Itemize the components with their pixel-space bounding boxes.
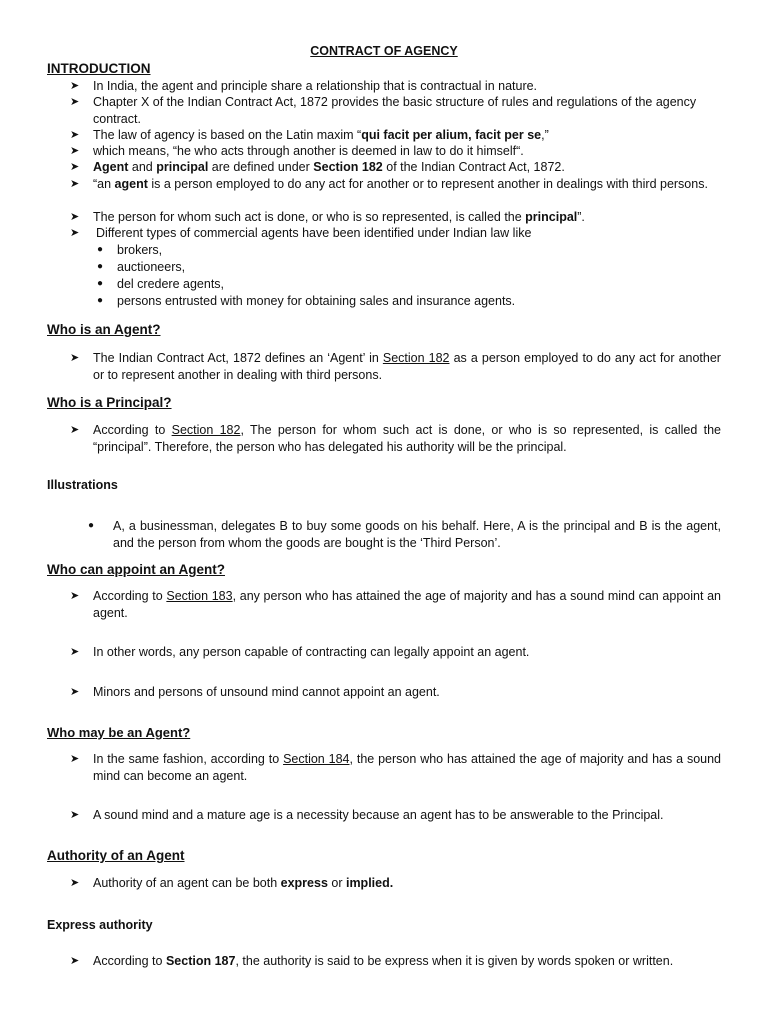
arrow-bullet-icon: ➤ [70, 211, 80, 223]
arrow-bullet-icon: ➤ [70, 877, 80, 889]
list-item: ➤ Chapter X of the Indian Contract Act, 1872 provides the basic structure of rules and regulations of the agency contract. [70, 95, 697, 126]
sub-list-item: ● persons entrusted with money for obtaining sales and insurance agents. [97, 294, 516, 308]
heading-authority-of-agent: Authority of an Agent [47, 848, 185, 863]
heading-who-is-principal: Who is a Principal? [47, 395, 172, 410]
list-item: ➤ A sound mind and a mature age is a necessity because an agent has to be answerable to the Principal. [70, 808, 664, 822]
arrow-bullet-icon: ➤ [70, 161, 80, 173]
page-title: CONTRACT OF AGENCY [310, 44, 458, 58]
list-item: ➤ According to Section 187, the authority is said to be express when it is given by words spoken or written. [70, 954, 674, 968]
list-item: ➤ which means, “he who acts through another is deemed in law to do it himself“. [70, 144, 524, 158]
list-item: ➤ In the same fashion, according to Section 184, the person who has attained the age of majority and has a sound mind can become an agent. [70, 752, 721, 783]
arrow-bullet-icon: ➤ [70, 96, 80, 108]
arrow-bullet-icon: ➤ [70, 809, 80, 821]
arrow-bullet-icon: ➤ [70, 178, 80, 190]
heading-express-authority: Express authority [47, 918, 153, 932]
section-link: Section 182 [382, 351, 450, 365]
list-item: ➤ Agent and principal are defined under Section 182 of the Indian Contract Act, 1872. [70, 160, 565, 174]
arrow-bullet-icon: ➤ [70, 955, 80, 967]
arrow-bullet-icon: ➤ [70, 145, 80, 157]
heading-introduction: INTRODUCTION [47, 61, 151, 76]
arrow-bullet-icon: ➤ [70, 646, 80, 658]
list-item: ➤ “an agent is a person employed to do any act for another or to represent another in dealings with third persons. [70, 177, 708, 191]
list-item: ➤ Minors and persons of unsound mind cannot appoint an agent. [70, 685, 440, 699]
bullet-dot-icon: ● [97, 278, 104, 289]
arrow-bullet-icon: ➤ [70, 753, 80, 765]
bullet-dot-icon: ● [97, 295, 104, 306]
heading-who-may-be-agent: Who may be an Agent? [47, 725, 191, 740]
section-link: Section 184 [283, 752, 350, 766]
heading-who-can-appoint: Who can appoint an Agent? [47, 562, 225, 577]
bullet-dot-icon: ● [97, 244, 104, 255]
arrow-bullet-icon: ➤ [70, 80, 80, 92]
heading-who-is-agent: Who is an Agent? [47, 322, 161, 337]
arrow-bullet-icon: ➤ [70, 352, 80, 364]
list-item: ● A, a businessman, delegates B to buy some goods on his behalf. Here, A is the principal and B is the agent, and the person from whom the goods are bought is the ‘Third Person’. [88, 519, 721, 550]
list-item: ➤ Different types of commercial agents have been identified under Indian law like [70, 226, 532, 240]
section-link: Section 183 [166, 589, 233, 603]
heading-illustrations: Illustrations [47, 478, 118, 492]
bullet-dot-icon: ● [88, 520, 95, 531]
list-item: ➤ The law of agency is based on the Latin maxim “qui facit per alium, facit per se,” [70, 128, 549, 142]
arrow-bullet-icon: ➤ [70, 129, 80, 141]
list-item: ➤ According to Section 182, The person for whom such act is done, or who is so represented, is called the “principal”. Therefore, the person who has delegated his authority will be the principal. [70, 423, 721, 454]
list-item: ➤ The Indian Contract Act, 1872 defines an ‘Agent’ in Section 182 as a person employed to do any act for another or to represent another in dealing with third persons. [70, 351, 721, 382]
list-item: ➤ According to Section 183, any person who has attained the age of majority and has a sound mind can appoint an agent. [70, 589, 722, 620]
sub-list-item: ● brokers, [97, 243, 163, 257]
sub-list-item: ● auctioneers, [97, 260, 186, 274]
list-item: ➤ In India, the agent and principle share a relationship that is contractual in nature. [70, 79, 538, 93]
list-item: ➤ In other words, any person capable of contracting can legally appoint an agent. [70, 645, 530, 659]
list-item: ➤ Authority of an agent can be both express or implied. [70, 876, 394, 890]
section-link: Section 182 [171, 423, 241, 437]
sub-list-item: ● del credere agents, [97, 277, 225, 291]
bullet-dot-icon: ● [97, 261, 104, 272]
arrow-bullet-icon: ➤ [70, 424, 80, 436]
list-item: ➤ The person for whom such act is done, or who is so represented, is called the principal”. [70, 210, 585, 224]
arrow-bullet-icon: ➤ [70, 686, 80, 698]
arrow-bullet-icon: ➤ [70, 590, 80, 602]
arrow-bullet-icon: ➤ [70, 227, 80, 239]
